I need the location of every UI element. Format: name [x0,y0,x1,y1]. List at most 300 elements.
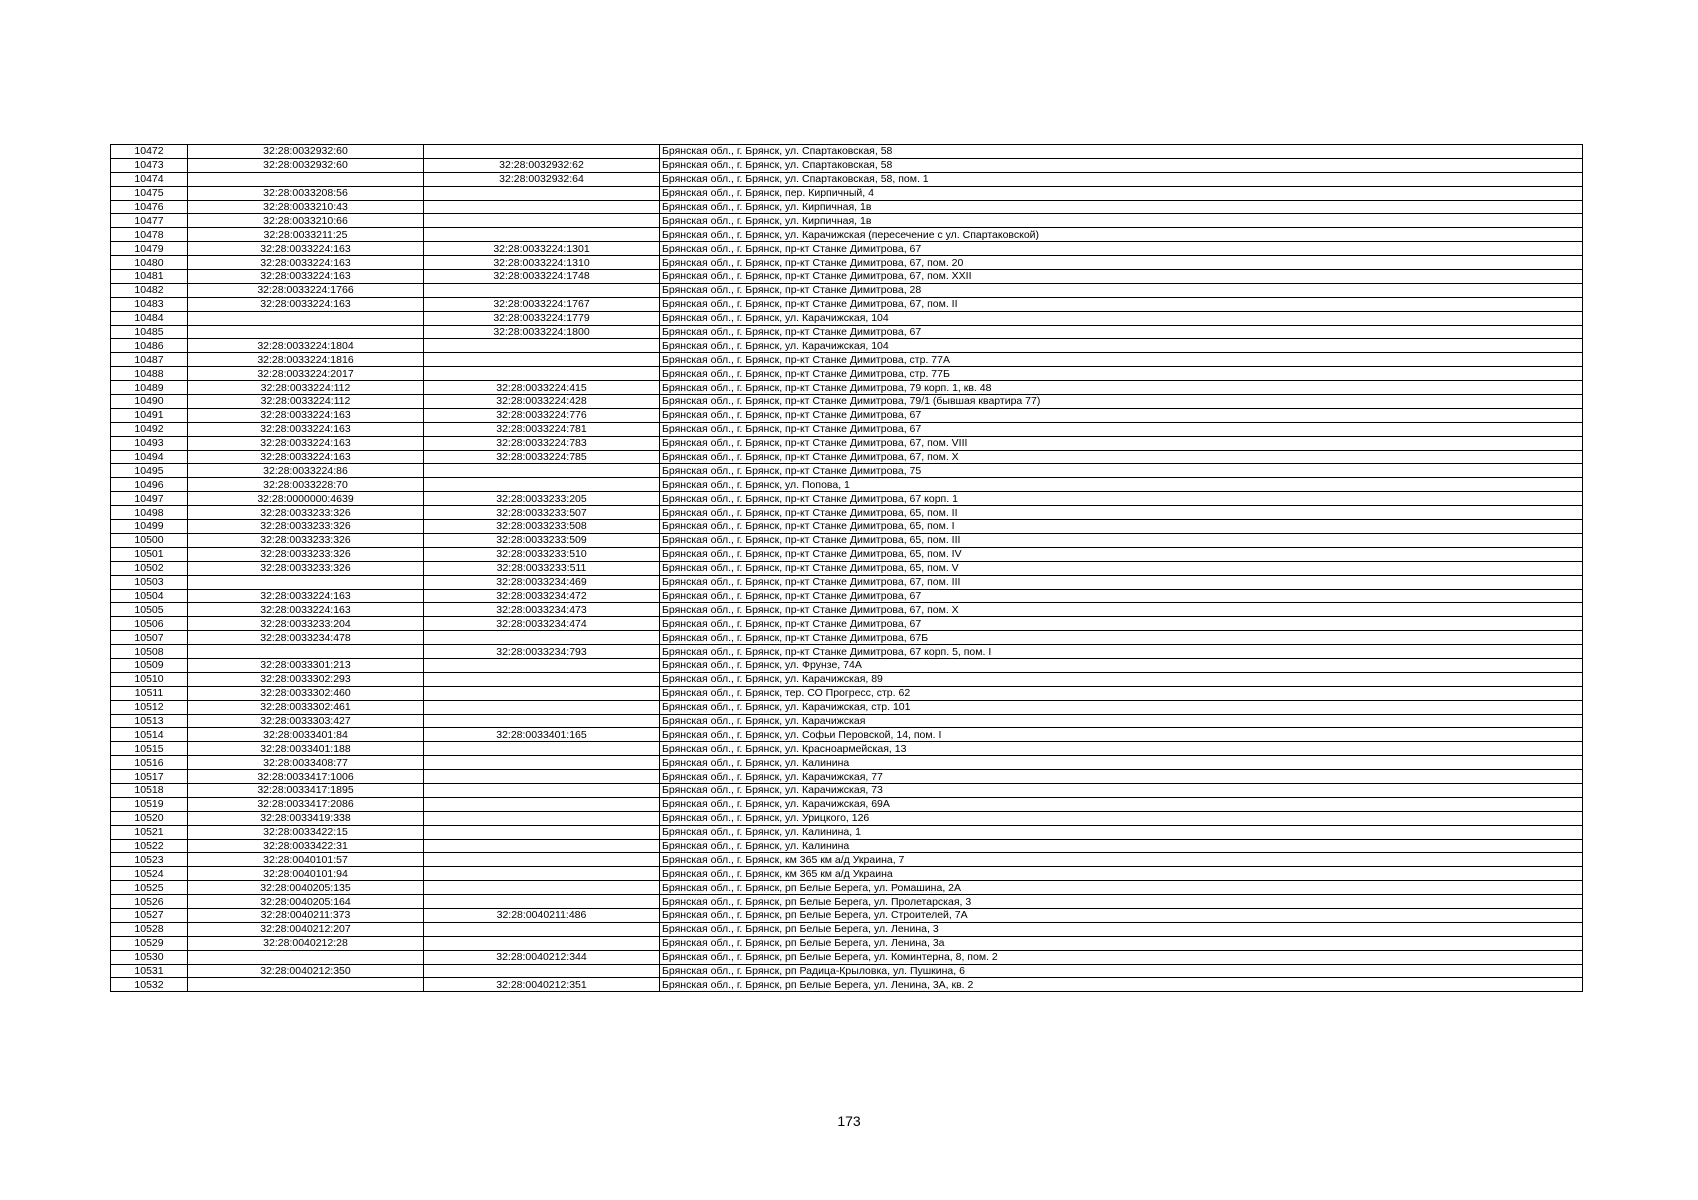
address-cell: Брянская обл., г. Брянск, ул. Карачижская [660,714,1583,728]
cadastral-number-cell: 32:28:0033224:86 [188,464,424,478]
sub-cadastral-number-cell [424,339,660,353]
table-row [111,700,1583,714]
address-cell: Брянская обл., г. Брянск, ул. Софьи Перовской, 14, пом. I [660,728,1583,742]
row-number-cell: 10526 [111,895,188,909]
cadastral-number-cell: 32:28:0033302:461 [188,700,424,714]
sub-cadastral-number-cell: 32:28:0033224:783 [424,436,660,450]
sub-cadastral-number-cell: 32:28:0033224:781 [424,422,660,436]
row-number-cell: 10510 [111,672,188,686]
sub-cadastral-number-cell: 32:28:0033234:473 [424,603,660,617]
sub-cadastral-number-cell: 32:28:0033234:472 [424,589,660,603]
sub-cadastral-number-cell: 32:28:0033234:793 [424,645,660,659]
row-number-cell: 10503 [111,575,188,589]
table-row [111,533,1583,547]
address-cell: Брянская обл., г. Брянск, тер. СО Прогресс, стр. 62 [660,686,1583,700]
row-number-cell: 10498 [111,506,188,520]
sub-cadastral-number-cell [424,714,660,728]
cadastral-number-cell: 32:28:0033224:1816 [188,353,424,367]
cadastral-number-cell: 32:28:0033233:326 [188,561,424,575]
address-cell: Брянская обл., г. Брянск, пер. Кирпичный, 4 [660,186,1583,200]
sub-cadastral-number-cell [424,478,660,492]
table-row [111,492,1583,506]
row-number-cell: 10501 [111,547,188,561]
address-cell: Брянская обл., г. Брянск, ул. Спартаковская, 58, пом. 1 [660,172,1583,186]
sub-cadastral-number-cell: 32:28:0033234:469 [424,575,660,589]
row-number-cell: 10477 [111,214,188,228]
sub-cadastral-number-cell [424,631,660,645]
address-cell: Брянская обл., г. Брянск, ул. Калинина [660,839,1583,853]
table-row [111,895,1583,909]
address-cell: Брянская обл., г. Брянск, ул. Попова, 1 [660,478,1583,492]
row-number-cell: 10532 [111,978,188,992]
address-cell: Брянская обл., г. Брянск, пр-кт Станке Димитрова, 67, пом. III [660,575,1583,589]
cadastral-number-cell: 32:28:0033302:293 [188,672,424,686]
cadastral-number-cell: 32:28:0033224:1766 [188,283,424,297]
cadastral-number-cell: 32:28:0033211:25 [188,228,424,242]
cadastral-number-cell: 32:28:0033224:163 [188,589,424,603]
table-row [111,714,1583,728]
address-cell: Брянская обл., г. Брянск, ул. Карачижская, 73 [660,783,1583,797]
cadastral-number-cell [188,950,424,964]
row-number-cell: 10486 [111,339,188,353]
address-cell: Брянская обл., г. Брянск, рп Белые Берега, ул. Ленина, 3 [660,922,1583,936]
row-number-cell: 10513 [111,714,188,728]
sub-cadastral-number-cell [424,867,660,881]
table-row [111,381,1583,395]
address-cell: Брянская обл., г. Брянск, пр-кт Станке Димитрова, 67 корп. 1 [660,492,1583,506]
address-cell: Брянская обл., г. Брянск, пр-кт Станке Димитрова, 67, пом. X [660,450,1583,464]
cadastral-number-cell: 32:28:0040212:207 [188,922,424,936]
row-number-cell: 10516 [111,756,188,770]
address-cell: Брянская обл., г. Брянск, ул. Урицкого, 126 [660,811,1583,825]
sub-cadastral-number-cell [424,228,660,242]
address-cell: Брянская обл., г. Брянск, ул. Спартаковская, 58 [660,145,1583,159]
address-cell: Брянская обл., г. Брянск, пр-кт Станке Димитрова, 67Б [660,631,1583,645]
sub-cadastral-number-cell [424,353,660,367]
cadastral-number-cell [188,978,424,992]
row-number-cell: 10514 [111,728,188,742]
table-row [111,631,1583,645]
cadastral-number-cell: 32:28:0033419:338 [188,811,424,825]
sub-cadastral-number-cell: 32:28:0033224:776 [424,408,660,422]
row-number-cell: 10487 [111,353,188,367]
sub-cadastral-number-cell [424,145,660,159]
sub-cadastral-number-cell [424,881,660,895]
cadastral-number-cell [188,645,424,659]
cadastral-number-cell [188,172,424,186]
cadastral-number-cell: 32:28:0033224:163 [188,436,424,450]
cadastral-number-cell: 32:28:0033224:163 [188,603,424,617]
table-row [111,242,1583,256]
address-cell: Брянская обл., г. Брянск, пр-кт Станке Димитрова, 79/1 (бывшая квартира 77) [660,395,1583,409]
cadastral-number-cell: 32:28:0040212:350 [188,964,424,978]
table-row [111,158,1583,172]
table-row [111,575,1583,589]
table-row [111,395,1583,409]
address-cell: Брянская обл., г. Брянск, пр-кт Станке Димитрова, стр. 77Б [660,367,1583,381]
table-row [111,561,1583,575]
sub-cadastral-number-cell: 32:28:0033224:1310 [424,256,660,270]
sub-cadastral-number-cell: 32:28:0033401:165 [424,728,660,742]
table-row [111,353,1583,367]
sub-cadastral-number-cell [424,783,660,797]
table-row [111,686,1583,700]
address-cell: Брянская обл., г. Брянск, пр-кт Станке Димитрова, 67 корп. 5, пом. I [660,645,1583,659]
sub-cadastral-number-cell: 32:28:0033234:474 [424,617,660,631]
sub-cadastral-number-cell: 32:28:0033233:510 [424,547,660,561]
table-row [111,756,1583,770]
address-cell: Брянская обл., г. Брянск, ул. Калинина, 1 [660,825,1583,839]
table-row [111,742,1583,756]
table-row [111,283,1583,297]
cadastral-number-cell: 32:28:0033422:31 [188,839,424,853]
sub-cadastral-number-cell [424,686,660,700]
cadastral-number-cell: 32:28:0033224:112 [188,381,424,395]
sub-cadastral-number-cell [424,283,660,297]
address-cell: Брянская обл., г. Брянск, пр-кт Станке Димитрова, стр. 77А [660,353,1583,367]
row-number-cell: 10482 [111,283,188,297]
row-number-cell: 10492 [111,422,188,436]
table-row [111,339,1583,353]
address-cell: Брянская обл., г. Брянск, рп Радица-Крыловка, ул. Пушкина, 6 [660,964,1583,978]
sub-cadastral-number-cell: 32:28:0040212:344 [424,950,660,964]
row-number-cell: 10519 [111,797,188,811]
sub-cadastral-number-cell: 32:28:0040211:486 [424,908,660,922]
address-cell: Брянская обл., г. Брянск, рп Белые Берега, ул. Ромашина, 2А [660,881,1583,895]
address-cell: Брянская обл., г. Брянск, км 365 км а/д Украина, 7 [660,853,1583,867]
row-number-cell: 10475 [111,186,188,200]
row-number-cell: 10524 [111,867,188,881]
address-cell: Брянская обл., г. Брянск, пр-кт Станке Димитрова, 67, пом. 20 [660,256,1583,270]
address-cell: Брянская обл., г. Брянск, пр-кт Станке Димитрова, 67 [660,325,1583,339]
row-number-cell: 10481 [111,270,188,284]
address-cell: Брянская обл., г. Брянск, пр-кт Станке Димитрова, 67, пом. II [660,297,1583,311]
registry-table-body [111,145,1583,992]
row-number-cell: 10499 [111,520,188,534]
table-row [111,658,1583,672]
cadastral-number-cell: 32:28:0033401:188 [188,742,424,756]
sub-cadastral-number-cell [424,214,660,228]
cadastral-number-cell: 32:28:0033228:70 [188,478,424,492]
cadastral-number-cell [188,325,424,339]
sub-cadastral-number-cell: 32:28:0040212:351 [424,978,660,992]
address-cell: Брянская обл., г. Брянск, пр-кт Станке Димитрова, 75 [660,464,1583,478]
row-number-cell: 10484 [111,311,188,325]
row-number-cell: 10515 [111,742,188,756]
table-row [111,506,1583,520]
address-cell: Брянская обл., г. Брянск, пр-кт Станке Димитрова, 67 [660,589,1583,603]
address-cell: Брянская обл., г. Брянск, пр-кт Станке Димитрова, 67 [660,242,1583,256]
cadastral-number-cell: 32:28:0033224:163 [188,270,424,284]
address-cell: Брянская обл., г. Брянск, ул. Карачижская (пересечение с ул. Спартаковской) [660,228,1583,242]
table-row [111,408,1583,422]
row-number-cell: 10480 [111,256,188,270]
cadastral-number-cell: 32:28:0033408:77 [188,756,424,770]
cadastral-number-cell: 32:28:0033417:2086 [188,797,424,811]
cadastral-number-cell: 32:28:0033224:163 [188,297,424,311]
cadastral-number-cell: 32:28:0033233:326 [188,533,424,547]
address-cell: Брянская обл., г. Брянск, ул. Спартаковская, 58 [660,158,1583,172]
cadastral-number-cell: 32:28:0040101:94 [188,867,424,881]
table-row [111,547,1583,561]
table-row [111,964,1583,978]
row-number-cell: 10490 [111,395,188,409]
row-number-cell: 10489 [111,381,188,395]
row-number-cell: 10491 [111,408,188,422]
row-number-cell: 10527 [111,908,188,922]
table-row [111,145,1583,159]
sub-cadastral-number-cell: 32:28:0033233:205 [424,492,660,506]
cadastral-number-cell: 32:28:0033303:427 [188,714,424,728]
row-number-cell: 10474 [111,172,188,186]
cadastral-number-cell: 32:28:0033224:163 [188,408,424,422]
table-row [111,950,1583,964]
sub-cadastral-number-cell: 32:28:0033224:1767 [424,297,660,311]
address-cell: Брянская обл., г. Брянск, пр-кт Станке Димитрова, 65, пом. III [660,533,1583,547]
row-number-cell: 10504 [111,589,188,603]
table-row [111,603,1583,617]
row-number-cell: 10497 [111,492,188,506]
sub-cadastral-number-cell [424,742,660,756]
sub-cadastral-number-cell: 32:28:0033233:511 [424,561,660,575]
row-number-cell: 10485 [111,325,188,339]
table-row [111,422,1583,436]
sub-cadastral-number-cell: 32:28:0033224:415 [424,381,660,395]
row-number-cell: 10473 [111,158,188,172]
sub-cadastral-number-cell [424,200,660,214]
table-row [111,672,1583,686]
sub-cadastral-number-cell [424,839,660,853]
address-cell: Брянская обл., г. Брянск, рп Белые Берега, ул. Строителей, 7А [660,908,1583,922]
row-number-cell: 10496 [111,478,188,492]
registry-table [110,144,1583,992]
cadastral-number-cell: 32:28:0000000:4639 [188,492,424,506]
table-row [111,825,1583,839]
sub-cadastral-number-cell [424,825,660,839]
cadastral-number-cell: 32:28:0033224:112 [188,395,424,409]
sub-cadastral-number-cell [424,936,660,950]
cadastral-number-cell: 32:28:0033224:163 [188,450,424,464]
address-cell: Брянская обл., г. Брянск, ул. Калинина [660,756,1583,770]
cadastral-number-cell: 32:28:0033422:15 [188,825,424,839]
cadastral-number-cell: 32:28:0033224:163 [188,422,424,436]
row-number-cell: 10500 [111,533,188,547]
sub-cadastral-number-cell [424,658,660,672]
sub-cadastral-number-cell: 32:28:0033224:785 [424,450,660,464]
address-cell: Брянская обл., г. Брянск, ул. Карачижская, стр. 101 [660,700,1583,714]
row-number-cell: 10479 [111,242,188,256]
row-number-cell: 10531 [111,964,188,978]
row-number-cell: 10507 [111,631,188,645]
sub-cadastral-number-cell [424,853,660,867]
cadastral-number-cell: 32:28:0033233:326 [188,506,424,520]
address-cell: Брянская обл., г. Брянск, ул. Фрунзе, 74А [660,658,1583,672]
table-row [111,436,1583,450]
sub-cadastral-number-cell: 32:28:0032932:62 [424,158,660,172]
row-number-cell: 10520 [111,811,188,825]
table-row [111,172,1583,186]
sub-cadastral-number-cell: 32:28:0033233:507 [424,506,660,520]
sub-cadastral-number-cell: 32:28:0033224:1748 [424,270,660,284]
address-cell: Брянская обл., г. Брянск, рп Белые Берега, ул. Ленина, 3а [660,936,1583,950]
table-row [111,617,1583,631]
sub-cadastral-number-cell: 32:28:0033233:509 [424,533,660,547]
sub-cadastral-number-cell: 32:28:0033224:1779 [424,311,660,325]
cadastral-number-cell: 32:28:0040211:373 [188,908,424,922]
row-number-cell: 10528 [111,922,188,936]
address-cell: Брянская обл., г. Брянск, ул. Кирпичная, 1в [660,214,1583,228]
cadastral-number-cell: 32:28:0033224:163 [188,242,424,256]
row-number-cell: 10505 [111,603,188,617]
table-row [111,478,1583,492]
cadastral-number-cell [188,311,424,325]
cadastral-number-cell: 32:28:0040101:57 [188,853,424,867]
sub-cadastral-number-cell [424,964,660,978]
table-row [111,325,1583,339]
table-row [111,464,1583,478]
sub-cadastral-number-cell [424,672,660,686]
sub-cadastral-number-cell: 32:28:0033224:1800 [424,325,660,339]
address-cell: Брянская обл., г. Брянск, пр-кт Станке Димитрова, 67, пом. VIII [660,436,1583,450]
address-cell: Брянская обл., г. Брянск, пр-кт Станке Димитрова, 67 [660,617,1583,631]
table-row [111,256,1583,270]
sub-cadastral-number-cell [424,367,660,381]
row-number-cell: 10506 [111,617,188,631]
cadastral-number-cell: 32:28:0033208:56 [188,186,424,200]
cadastral-number-cell [188,575,424,589]
table-row [111,367,1583,381]
table-row [111,811,1583,825]
table-row [111,450,1583,464]
sub-cadastral-number-cell [424,797,660,811]
address-cell: Брянская обл., г. Брянск, пр-кт Станке Димитрова, 65, пом. IV [660,547,1583,561]
address-cell: Брянская обл., г. Брянск, пр-кт Станке Димитрова, 67, пом. X [660,603,1583,617]
cadastral-number-cell: 32:28:0033401:84 [188,728,424,742]
address-cell: Брянская обл., г. Брянск, ул. Карачижская, 89 [660,672,1583,686]
row-number-cell: 10478 [111,228,188,242]
row-number-cell: 10509 [111,658,188,672]
cadastral-number-cell: 32:28:0040205:164 [188,895,424,909]
table-row [111,228,1583,242]
cadastral-number-cell: 32:28:0033224:163 [188,256,424,270]
sub-cadastral-number-cell [424,770,660,784]
table-row [111,297,1583,311]
table-row [111,214,1583,228]
cadastral-number-cell: 32:28:0033224:1804 [188,339,424,353]
address-cell: Брянская обл., г. Брянск, пр-кт Станке Димитрова, 67, пом. XXII [660,270,1583,284]
table-row [111,589,1583,603]
address-cell: Брянская обл., г. Брянск, ул. Кирпичная, 1в [660,200,1583,214]
sub-cadastral-number-cell [424,922,660,936]
cadastral-number-cell: 32:28:0040212:28 [188,936,424,950]
cadastral-number-cell: 32:28:0033210:43 [188,200,424,214]
table-row [111,978,1583,992]
table-row [111,645,1583,659]
row-number-cell: 10494 [111,450,188,464]
address-cell: Брянская обл., г. Брянск, пр-кт Станке Димитрова, 65, пом. II [660,506,1583,520]
row-number-cell: 10476 [111,200,188,214]
cadastral-number-cell: 32:28:0033233:204 [188,617,424,631]
table-row [111,853,1583,867]
row-number-cell: 10523 [111,853,188,867]
address-cell: Брянская обл., г. Брянск, пр-кт Станке Димитрова, 67 [660,422,1583,436]
row-number-cell: 10525 [111,881,188,895]
table-row [111,797,1583,811]
address-cell: Брянская обл., г. Брянск, ул. Красноармейская, 13 [660,742,1583,756]
row-number-cell: 10472 [111,145,188,159]
cadastral-number-cell: 32:28:0033302:460 [188,686,424,700]
cadastral-number-cell: 32:28:0033233:326 [188,547,424,561]
cadastral-number-cell: 32:28:0033417:1895 [188,783,424,797]
cadastral-number-cell: 32:28:0040205:135 [188,881,424,895]
page-number: 173 [837,1113,861,1129]
address-cell: Брянская обл., г. Брянск, пр-кт Станке Димитрова, 67 [660,408,1583,422]
table-row [111,922,1583,936]
table-row [111,270,1583,284]
address-cell: Брянская обл., г. Брянск, км 365 км а/д Украина [660,867,1583,881]
row-number-cell: 10518 [111,783,188,797]
cadastral-number-cell: 32:28:0033301:213 [188,658,424,672]
table-row [111,908,1583,922]
table-row [111,839,1583,853]
sub-cadastral-number-cell: 32:28:0033224:1301 [424,242,660,256]
address-cell: Брянская обл., г. Брянск, ул. Карачижская, 77 [660,770,1583,784]
row-number-cell: 10483 [111,297,188,311]
cadastral-number-cell: 32:28:0033417:1006 [188,770,424,784]
sub-cadastral-number-cell: 32:28:0033233:508 [424,520,660,534]
table-row [111,186,1583,200]
row-number-cell: 10530 [111,950,188,964]
table-row [111,200,1583,214]
address-cell: Брянская обл., г. Брянск, пр-кт Станке Димитрова, 28 [660,283,1583,297]
sub-cadastral-number-cell [424,464,660,478]
cadastral-number-cell: 32:28:0032932:60 [188,158,424,172]
cadastral-number-cell: 32:28:0033234:478 [188,631,424,645]
address-cell: Брянская обл., г. Брянск, пр-кт Станке Димитрова, 65, пом. I [660,520,1583,534]
row-number-cell: 10522 [111,839,188,853]
row-number-cell: 10493 [111,436,188,450]
cadastral-number-cell: 32:28:0033224:2017 [188,367,424,381]
address-cell: Брянская обл., г. Брянск, рп Белые Берега, ул. Ленина, 3А, кв. 2 [660,978,1583,992]
cadastral-number-cell: 32:28:0033233:326 [188,520,424,534]
sub-cadastral-number-cell: 32:28:0033224:428 [424,395,660,409]
address-cell: Брянская обл., г. Брянск, ул. Карачижская, 104 [660,311,1583,325]
table-row [111,520,1583,534]
sub-cadastral-number-cell: 32:28:0032932:64 [424,172,660,186]
address-cell: Брянская обл., г. Брянск, рп Белые Берега, ул. Коминтерна, 8, пом. 2 [660,950,1583,964]
row-number-cell: 10508 [111,645,188,659]
table-row [111,936,1583,950]
table-row [111,311,1583,325]
sub-cadastral-number-cell [424,186,660,200]
address-cell: Брянская обл., г. Брянск, ул. Карачижская, 69А [660,797,1583,811]
sub-cadastral-number-cell [424,895,660,909]
row-number-cell: 10495 [111,464,188,478]
table-row [111,770,1583,784]
address-cell: Брянская обл., г. Брянск, рп Белые Берега, ул. Пролетарская, 3 [660,895,1583,909]
address-cell: Брянская обл., г. Брянск, ул. Карачижская, 104 [660,339,1583,353]
row-number-cell: 10488 [111,367,188,381]
table-row [111,728,1583,742]
table-row [111,867,1583,881]
table-row [111,783,1583,797]
sub-cadastral-number-cell [424,811,660,825]
row-number-cell: 10502 [111,561,188,575]
sub-cadastral-number-cell [424,700,660,714]
cadastral-number-cell: 32:28:0032932:60 [188,145,424,159]
row-number-cell: 10521 [111,825,188,839]
address-cell: Брянская обл., г. Брянск, пр-кт Станке Димитрова, 79 корп. 1, кв. 48 [660,381,1583,395]
